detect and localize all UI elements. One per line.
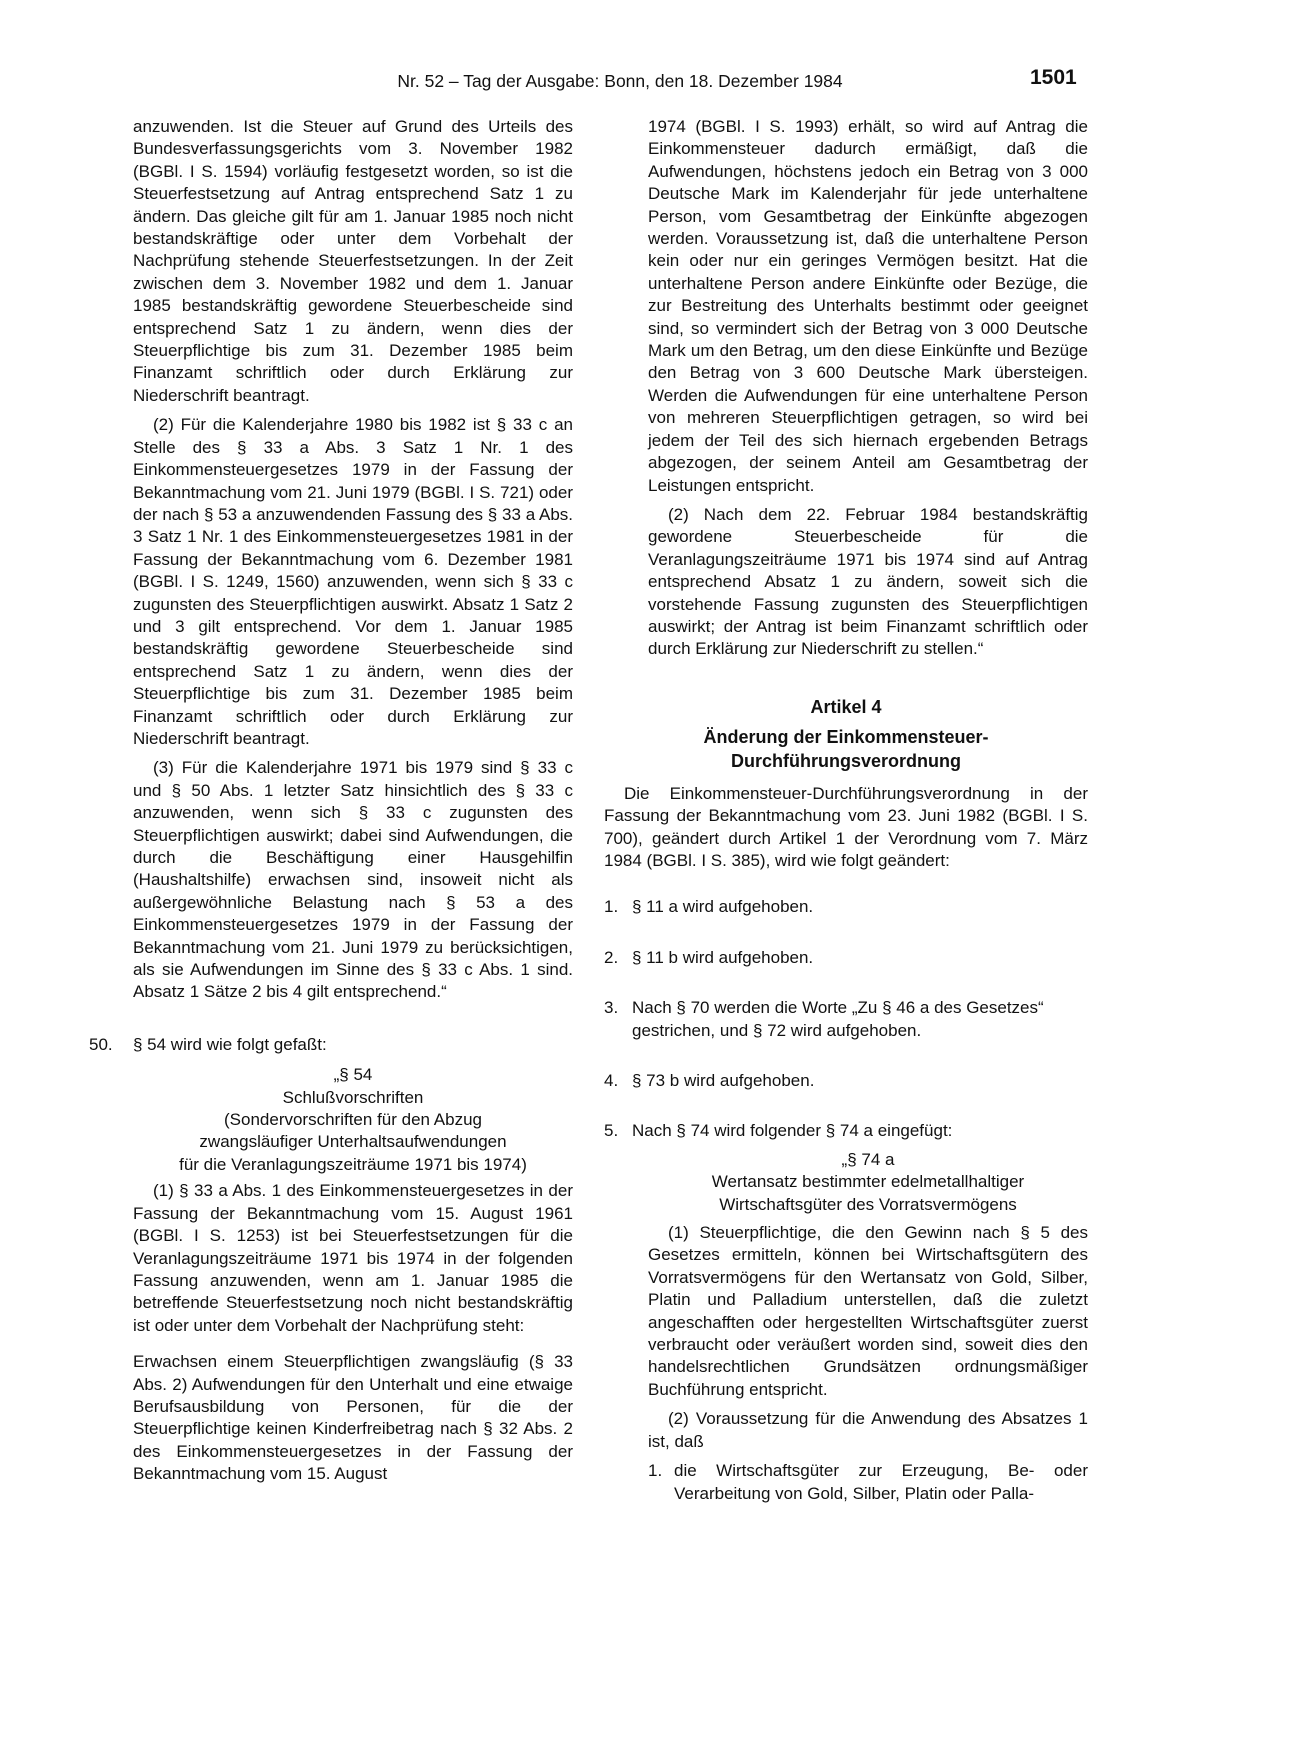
list-text: § 73 b wird aufgehoben. [632, 1071, 815, 1090]
list-text: § 54 wird wie folgt gefaßt: [133, 1034, 327, 1054]
article-subtitle: Durchführungsverordnung [731, 750, 961, 771]
paragraph: (2) Für die Kalenderjahre 1980 bis 1982 ist § 33 c an Stelle des § 33 a Abs. 3 Satz 1 Nr. 1 des Einkommensteuergesetzes 1979 in der Fassung der Bekanntmachung vom 21. Juni 1979 (BGBl. I S. 721) oder der nach § 53 a anzuwendenden Fassung des § 33 a Abs. 3 Satz 1 Nr. 1 des Einkommensteuergesetzes 1981 in der Fassung der Bekanntmachung vom 6. Dezember 1981 (BGBl. I S. 1249, 1560) anzuwenden, wenn sich § 33 c zugunsten des Steuerpflichtigen auswirkt. Absatz 1 Satz 2 und 3 gilt entsprechend. Vor dem 1. Januar 1985 bestandskräftig gewordene Steuerbescheide sind entsprechend Satz 1 zu ändern, wenn dies der Steuerpflichtige bis zum 31. Dezember 1985 beim Finanzamt schriftlich oder durch Erklärung zur Niederschrift beantragt. [133, 415, 573, 748]
list-item [604, 997, 1088, 1042]
paragraph: (2) Voraussetzung für die Anwendung des Absatzes 1 ist, daß [648, 1409, 1088, 1451]
list-item [604, 1120, 1088, 1142]
list-item [89, 1034, 573, 1056]
section-subtitle: (Sondervorschriften für den Abzug [224, 1110, 482, 1130]
list-item [648, 1460, 1088, 1505]
running-header: Nr. 52 – Tag der Ausgabe: Bonn, den 18. Dezember 1984 [397, 71, 843, 91]
paragraph: Erwachsen einem Steuerpflichtigen zwangsläufig (§ 33 Abs. 2) Aufwendungen für den Unterhalt und eine etwaige Berufsausbildung von Personen, für die der Steuerpflichtige keinen Kinderfreibetrag nach § 32 Abs. 2 des Einkommensteuergesetzes in der Fassung der Bekanntmachung vom 15. August [133, 1352, 573, 1484]
list-text: die Wirtschaftsgüter zur Erzeugung, Be- oder Verarbeitung von Gold, Silber, Platin oder Palla- [674, 1461, 1088, 1503]
list-number: 1. [648, 1461, 663, 1481]
paragraph: anzuwenden. Ist die Steuer auf Grund des Urteils des Bundesverfassungsgerichts vom 3. November 1982 (BGBl. I S. 1594) vorläufig festgesetzt worden, so ist die Steuerfestsetzung auf Antrag entsprechend Satz 1 zu ändern. Das gleiche gilt für am 1. Januar 1985 noch nicht bestandskräftige oder unter dem Vorbehalt der Nachprüfung stehende Steuerfestsetzungen. In der Zeit zwischen dem 3. November 1982 und dem 1. Januar 1985 bestandskräftig gewordene Steuerbescheide sind entsprechend Satz 1 zu ändern, wenn dies der Steuerpflichtige bis zum 31. Dezember 1985 beim Finanzamt schriftlich oder durch Erklärung zur Niederschrift beantragt. [133, 117, 573, 405]
paragraph: (2) Nach dem 22. Februar 1984 bestandskräftig gewordene Steuerbescheide für die Veranlagungszeiträume 1971 bis 1974 sind auf Antrag entsprechend Absatz 1 zu ändern, soweit sich die vorstehende Fassung zugunsten des Steuerpflichtigen auswirkt; der Antrag ist beim Finanzamt schriftlich oder durch Erklärung zur Niederschrift zu stellen.“ [648, 504, 1088, 659]
quoted-block [604, 116, 1088, 661]
section-heading-74a [604, 1149, 1088, 1216]
list-number: 50. [89, 1034, 113, 1054]
paragraph: (1) § 33 a Abs. 1 des Einkommensteuergesetzes in der Fassung der Bekanntmachung vom 15. August 1961 (BGBl. I S. 1253) ist bei Steuerfestsetzungen für die Veranlagungszeiträume 1971 bis 1974 in der folgenden Fassung anzuwenden, wenn am 1. Januar 1985 die betreffende Steuerfestsetzung noch nicht bestandskräftig ist oder unter dem Vorbehalt der Nachprüfung steht: [133, 1181, 573, 1335]
section-heading-54 [133, 1064, 573, 1176]
list-text: Nach § 74 wird folgender § 74 a eingefügt: [632, 1121, 953, 1141]
list-text: Nach § 70 werden die Worte „Zu § 46 a des Gesetzes“ gestrichen, und § 72 wird aufgehoben. [632, 998, 1044, 1040]
quoted-block [604, 1222, 1088, 1505]
paragraph: (1) Steuerpflichtige, die den Gewinn nach § 5 des Gesetzes ermitteln, können bei Wirtschaftsgütern des Vorratsvermögens für den Wertansatz von Gold, Silber, Platin und Palladium unterstellen, daß die zuletzt angeschafften oder hergestellten Wirtschaftsgüter zuerst verbraucht oder veräußert worden sind, soweit dies den handelsrechtlichen Grundsätzen ordnungsmäßiger Buchführung entspricht. [648, 1223, 1088, 1399]
paragraph: 1974 (BGBl. I S. 1993) erhält, so wird auf Antrag die Einkommensteuer dadurch ermäßigt, daß die Aufwendungen, höchstens jedoch ein Betrag von 3 000 Deutsche Mark im Kalenderjahr für jede unterhaltene Person, vom Gesamtbetrag der Einkünfte abgezogen werden. Voraussetzung ist, daß die unterhaltene Person kein oder nur ein geringes Vermögen besitzt. Hat die unterhaltene Person andere Einkünfte oder Bezüge, die zur Bestreitung des Unterhalts bestimmt oder geeignet sind, so vermindert sich der Betrag von 3 000 Deutsche Mark um den Betrag, um den diese Einkünfte und Bezüge den Betrag von 3 600 Deutsche Mark übersteigen. Werden die Aufwendungen für eine unterhaltene Person von mehreren Steuerpflichtigen getragen, so wird bei jedem der Teil des sich hiernach ergebenden Betrags abgezogen, der seinem Anteil am Gesamtbetrag der Leistungen entspricht. [648, 117, 1088, 495]
list-item [604, 896, 1088, 918]
left-column [89, 116, 573, 1493]
list-text: § 11 b wird aufgehoben. [632, 947, 814, 967]
section-subtitle: Wertansatz bestimmter edelmetallhaltiger [711, 1172, 1025, 1192]
list-number: 5. [604, 1121, 619, 1141]
list-number: 4. [604, 1071, 619, 1090]
list-item [604, 1070, 1088, 1092]
article-title: Artikel 4 [810, 696, 882, 717]
section-subtitle: für die Veranlagungszeiträume 1971 bis 1974) [179, 1154, 527, 1174]
list-item [604, 947, 1088, 969]
page-number: 1501 [1030, 66, 1077, 89]
right-column [604, 116, 1088, 1505]
section-number: „§ 74 a [841, 1149, 895, 1169]
section-number: „§ 54 [333, 1065, 373, 1085]
paragraph: Die Einkommensteuer-Durchführungsverordnung in der Fassung der Bekanntmachung vom 23. Juni 1982 (BGBl. I S. 700), geändert durch Artikel 1 der Verordnung vom 7. März 1984 (BGBl. I S. 385), wird wie folgt geändert: [604, 783, 1088, 870]
section-subtitle: zwangsläufiger Unterhaltsaufwendungen [199, 1132, 507, 1152]
list-number: 2. [604, 947, 619, 967]
list-text: § 11 a wird aufgehoben. [632, 897, 814, 917]
section-subtitle: Wirtschaftsgüter des Vorratsvermögens [719, 1194, 1017, 1214]
list-number: 1. [604, 897, 619, 917]
list-number: 3. [604, 998, 619, 1018]
section-title: Schlußvorschriften [282, 1087, 424, 1107]
article-heading [604, 695, 1088, 773]
article-subtitle: Änderung der Einkommensteuer- [703, 726, 989, 747]
paragraph: (3) Für die Kalenderjahre 1971 bis 1979 sind § 33 c und § 50 Abs. 1 letzter Satz hinsichtlich des § 33 c anzuwenden, wenn sich § 33 c zugunsten des Steuerpflichtigen auswirkt; dabei sind Aufwendungen, die durch die Beschäftigung einer Hausgehilfin (Haushaltshilfe) erwachsen sind, insoweit nicht als außergewöhnliche Belastung nach § 53 a des Einkommensteuergesetzes 1979 in der Fassung der Bekanntmachung vom 21. Juni 1979 zu berücksichtigen, als sie Aufwendungen im Sinne des § 33 c Abs. 1 sind. Absatz 1 Sätze 2 bis 4 gilt entsprechend.“ [133, 758, 573, 1002]
